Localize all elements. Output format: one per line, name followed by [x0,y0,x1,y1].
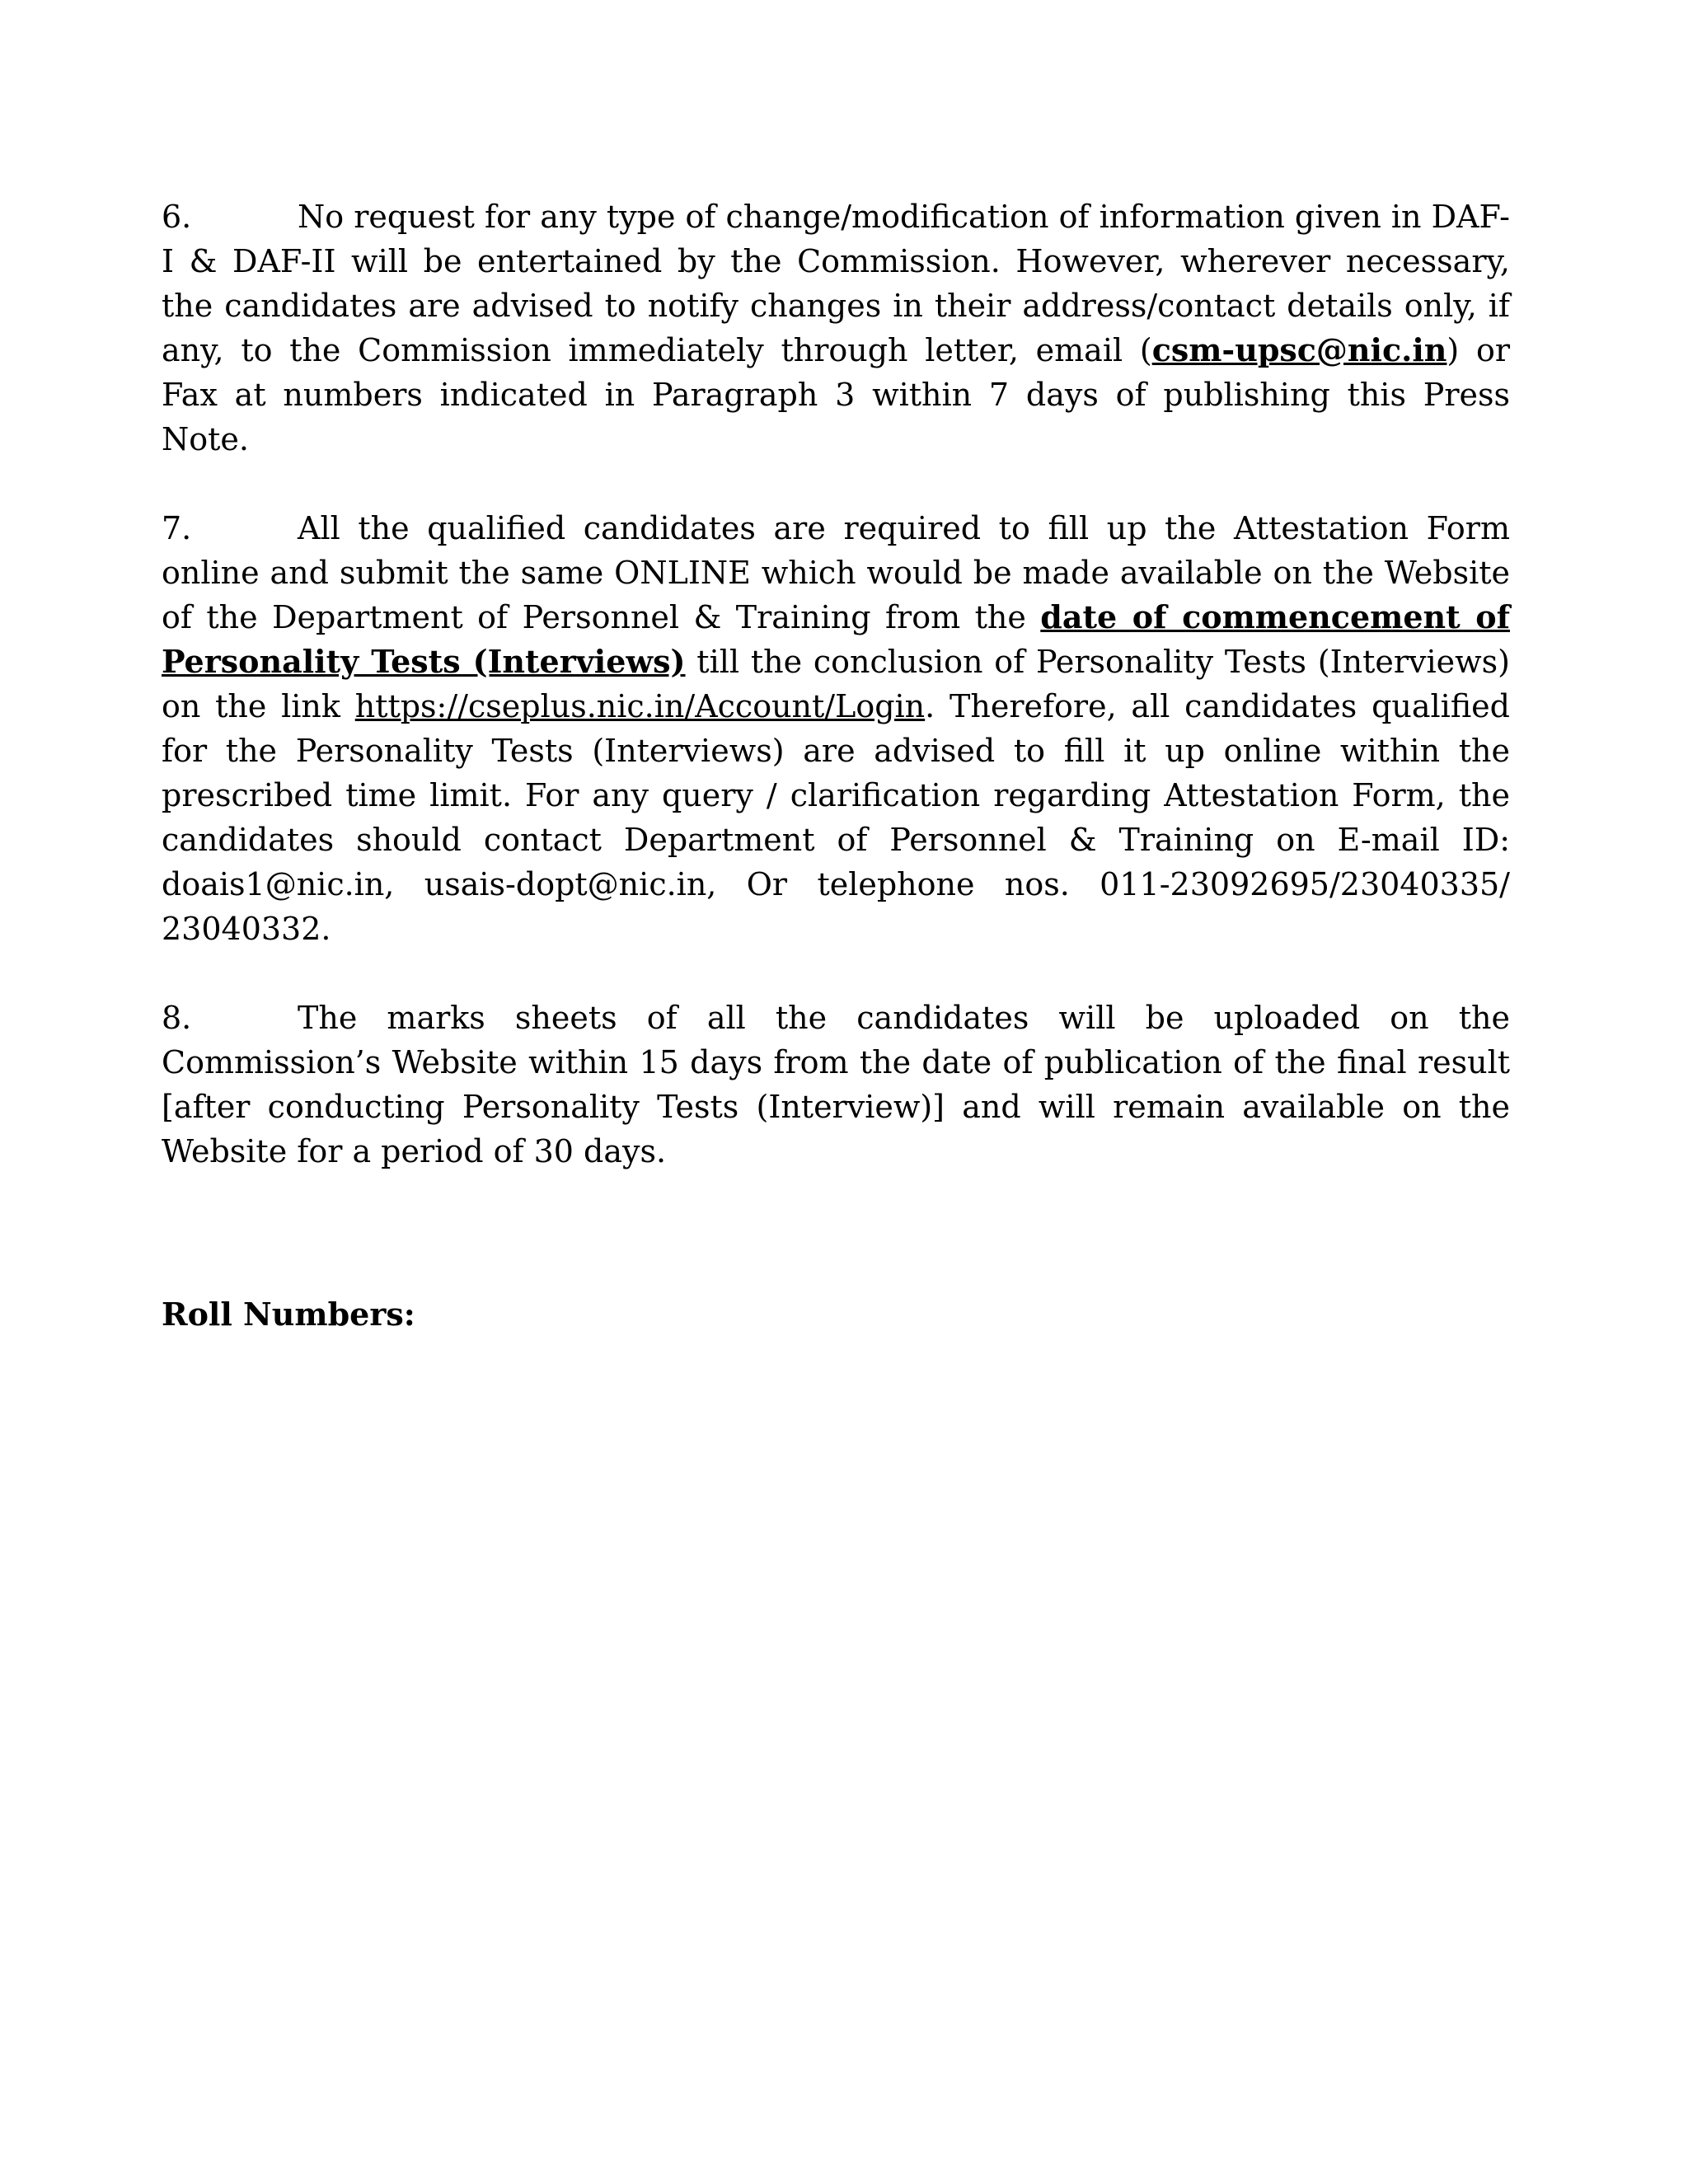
paragraph-text: The marks sheets of all the candidates will be uploaded on the Commission’s Website within 15 days from the date of publication of the final result [after conducting Personality Tests (Interview)] and will remain available on the Website for a period of 30 days. [162,1000,1510,1169]
roll-numbers-heading: Roll Numbers: [162,1296,415,1333]
paragraph-7 [162,506,1510,951]
emphasis-text: date of commencement of Personality Tests (Interviews) [162,598,1510,680]
paragraph-6 [162,194,1510,462]
paragraph-text: ) or Fax at numbers indicated in Paragraph 3 within 7 days of publishing this Press Note. [162,332,1510,457]
login-link[interactable]: https://cseplus.nic.in/Account/Login [354,688,926,724]
paragraph-8 [162,996,1510,1174]
paragraph-text: No request for any type of change/modification of information given in DAF-I & DAF-II will be entertained by the Commission. However, wherever necessary, the candidates are advised to notify changes in their address/contact details only, if any, to the Commission immediately through letter, email ( [162,199,1510,368]
paragraph-text: All the qualified candidates are required to fill up the Attestation Form online and submit the same ONLINE which would be made available on the Website of the Department of Personnel & Training from the [162,510,1510,635]
document-body [162,194,1510,1218]
paragraph-text: till the conclusion of Personality Tests (Interviews) on the link [162,644,1510,724]
paragraph-number: 7. [162,510,192,546]
paragraph-number: 8. [162,1000,192,1036]
paragraph-number: 6. [162,199,192,235]
email-link[interactable]: csm-upsc@nic.in [1151,331,1447,368]
paragraph-text: . Therefore, all candidates qualified for the Personality Tests (Interviews) are advised to fill it up online within the prescribed time limit. For any query / clarification regarding Attestation Form, the candidates should contact Department of Personnel & Training on E-mail ID: doais1@nic.in, usais-dopt@nic.in, Or telephone nos. 011-23092695/23040335/ 23040332. [162,688,1510,947]
